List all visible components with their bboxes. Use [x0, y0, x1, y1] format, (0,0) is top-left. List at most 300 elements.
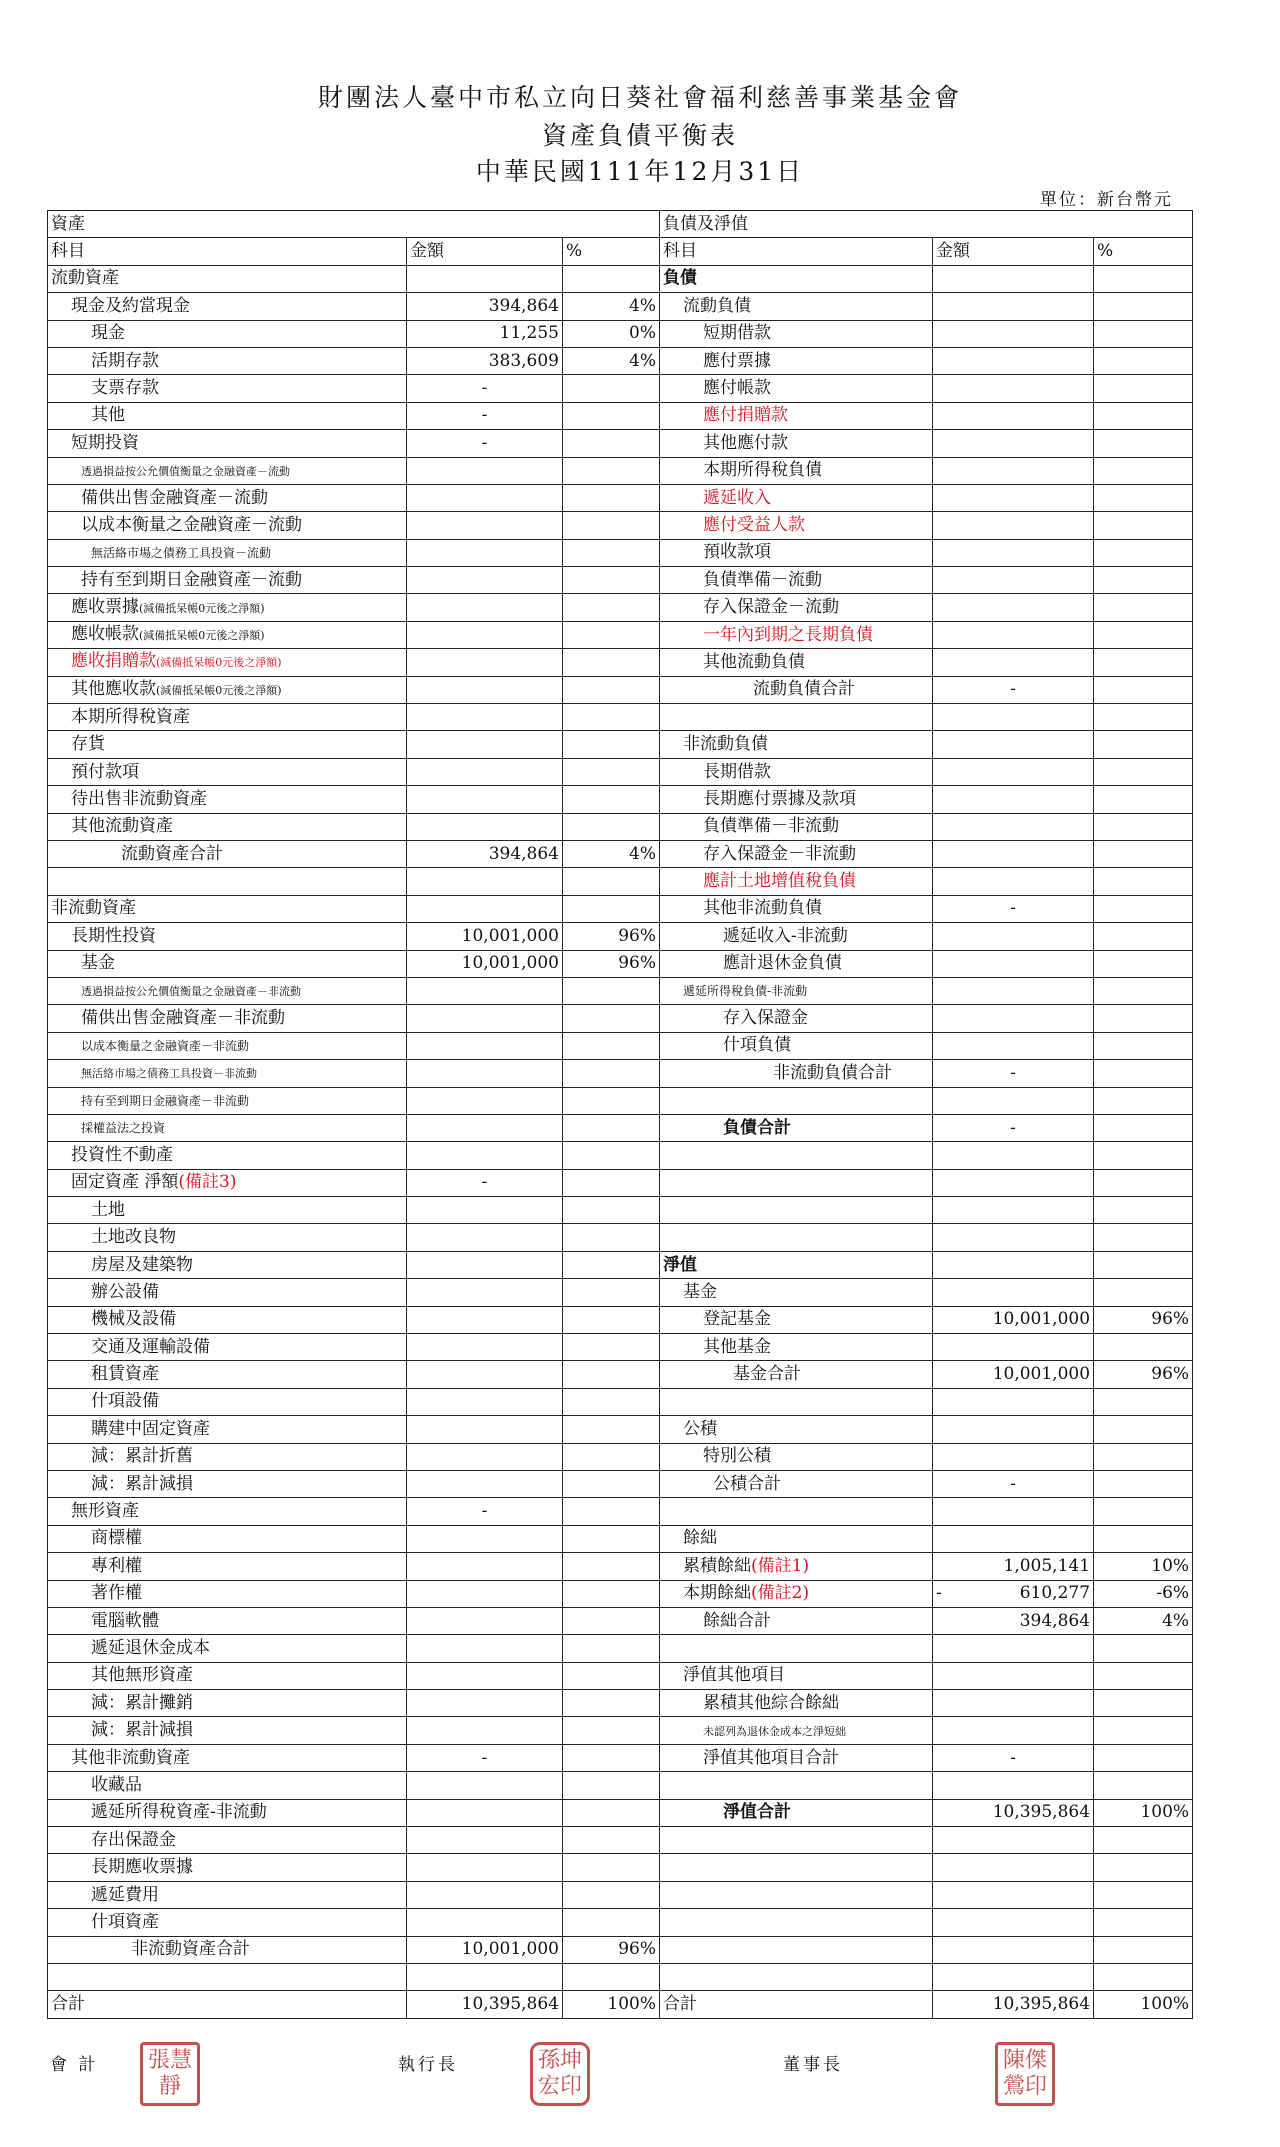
amount-value: 10,001,000	[992, 1364, 1091, 1385]
asset-percent	[563, 1881, 660, 1908]
table-row	[48, 649, 1193, 676]
asset-item-text: 減：累計折舊	[91, 1446, 193, 1467]
asset-item-label	[48, 512, 407, 539]
liab-percent: 4%	[1094, 1607, 1193, 1634]
liab-item-text: 淨值合計	[723, 1802, 792, 1823]
table-row	[48, 293, 1193, 320]
liab-item-text: 基金合計	[733, 1364, 802, 1385]
asset-item-text: 機械及設備	[91, 1309, 176, 1330]
asset-item-label	[48, 923, 407, 950]
liab-item-text: 特別公積	[703, 1446, 772, 1467]
asset-percent	[563, 1964, 660, 1991]
asset-amount	[407, 786, 563, 813]
asset-item-label	[48, 1005, 407, 1032]
liab-item-label	[660, 1114, 933, 1141]
asset-item-text: 備供出售金融資產－流動	[81, 487, 268, 508]
asset-amount	[407, 1306, 563, 1333]
asset-item-label	[48, 1553, 407, 1580]
liab-amount	[933, 1361, 1094, 1388]
liab-item-label	[660, 1361, 933, 1388]
table-row	[48, 1690, 1193, 1717]
liab-item-text: 合計	[663, 1994, 698, 2015]
liab-percent: 100%	[1094, 1799, 1193, 1826]
liab-percent	[1094, 1060, 1193, 1087]
asset-amount	[407, 758, 563, 785]
amount-value: 394,864	[1019, 1610, 1091, 1631]
asset-percent	[563, 1388, 660, 1415]
asset-percent	[563, 1032, 660, 1059]
liab-amount	[933, 1142, 1094, 1169]
asset-item-text: 其他無形資產	[91, 1665, 193, 1686]
liab-amount	[933, 1635, 1094, 1662]
asset-percent	[563, 1854, 660, 1881]
liab-percent	[1094, 1854, 1193, 1881]
liab-amount	[933, 1251, 1094, 1278]
liab-item-label	[660, 539, 933, 566]
asset-item-text: 短期投資	[71, 432, 139, 453]
liab-amount	[933, 676, 1094, 703]
asset-percent	[563, 1306, 660, 1333]
table-row	[48, 347, 1193, 374]
liab-item-label	[660, 1032, 933, 1059]
liab-amount	[933, 1744, 1094, 1771]
asset-percent	[563, 375, 660, 402]
table-row	[48, 1580, 1193, 1607]
asset-percent	[563, 1690, 660, 1717]
asset-percent	[563, 676, 660, 703]
asset-item-label	[48, 1690, 407, 1717]
liab-item-text: 其他基金	[703, 1336, 772, 1357]
liab-item-text: 其他非流動負債	[703, 898, 823, 919]
asset-item-label	[48, 1224, 407, 1251]
liab-percent	[1094, 840, 1193, 867]
liab-percent	[1094, 347, 1193, 374]
asset-amount	[407, 1936, 563, 1963]
asset-item-text: 購建中固定資產	[91, 1418, 210, 1439]
liab-percent: -6%	[1094, 1580, 1193, 1607]
asset-item-label	[48, 1470, 407, 1497]
amount-value: -	[1010, 1473, 1016, 1494]
asset-percent	[563, 1607, 660, 1634]
liab-item-label	[660, 320, 933, 347]
asset-percent	[563, 621, 660, 648]
asset-amount	[407, 1361, 563, 1388]
liab-item-text: 累積餘絀	[683, 1555, 752, 1576]
asset-item-label	[48, 1197, 407, 1224]
asset-item-text: 無形資產	[71, 1501, 139, 1522]
asset-percent	[563, 402, 660, 429]
table-row	[48, 1799, 1193, 1826]
table-row	[48, 621, 1193, 648]
liab-item-label	[660, 1251, 933, 1278]
liab-item-text: 應付受益人款	[703, 514, 806, 535]
asset-item-text: 辦公設備	[91, 1281, 159, 1302]
asset-percent: 100%	[563, 1991, 660, 2018]
asset-percent	[563, 977, 660, 1004]
asset-percent	[563, 1416, 660, 1443]
asset-item-text: 商標權	[91, 1528, 142, 1549]
liab-item-label	[660, 484, 933, 511]
asset-percent	[563, 731, 660, 758]
liab-amount	[933, 539, 1094, 566]
asset-amount	[407, 430, 563, 457]
liab-amount	[933, 1525, 1094, 1552]
accountant-seal: 張慧靜	[140, 2042, 200, 2106]
amount-value: 10,001,000	[461, 1939, 559, 1960]
liab-amount	[933, 347, 1094, 374]
liab-item-label	[660, 1881, 933, 1908]
asset-percent	[563, 567, 660, 594]
liab-percent	[1094, 293, 1193, 320]
liab-item-text: 流動負債	[683, 295, 752, 316]
asset-item-label	[48, 567, 407, 594]
asset-item-text: 流動資產合計	[121, 843, 223, 864]
table-row	[48, 1881, 1193, 1908]
asset-item-label	[48, 1060, 407, 1087]
liab-percent	[1094, 1827, 1193, 1854]
table-row	[48, 1224, 1193, 1251]
table-row	[48, 1470, 1193, 1497]
asset-item-label	[48, 1142, 407, 1169]
asset-amount	[407, 1224, 563, 1251]
liab-amount	[933, 430, 1094, 457]
amount-value: -	[481, 1172, 488, 1193]
table-row	[48, 868, 1193, 895]
asset-percent	[563, 1827, 660, 1854]
table-row	[48, 1498, 1193, 1525]
asset-item-label	[48, 758, 407, 785]
liab-item-label	[660, 1224, 933, 1251]
asset-percent	[563, 1087, 660, 1114]
liab-amount	[933, 977, 1094, 1004]
liab-amount	[933, 1087, 1094, 1114]
asset-percent	[563, 265, 660, 292]
asset-item-label	[48, 649, 407, 676]
liab-amount	[933, 1799, 1094, 1826]
asset-item-text: 合計	[51, 1994, 85, 2015]
liab-amount	[933, 1498, 1094, 1525]
liab-percent	[1094, 1525, 1193, 1552]
liab-percent	[1094, 813, 1193, 840]
asset-item-label	[48, 320, 407, 347]
asset-item-label	[48, 1580, 407, 1607]
asset-amount	[407, 1005, 563, 1032]
asset-item-label	[48, 704, 407, 731]
asset-percent	[563, 1662, 660, 1689]
liab-amount	[933, 1909, 1094, 1936]
asset-item-label	[48, 868, 407, 895]
table-row	[48, 895, 1193, 922]
asset-item-label	[48, 293, 407, 320]
asset-item-text: 遞延所得稅資產-非流動	[91, 1802, 267, 1823]
asset-item-label	[48, 1416, 407, 1443]
table-row	[48, 1169, 1193, 1196]
liab-item-label	[660, 676, 933, 703]
liab-amount	[933, 1662, 1094, 1689]
asset-amount	[407, 457, 563, 484]
asset-item-text: 土地改良物	[91, 1227, 176, 1248]
amount-value: 10,001,000	[461, 925, 559, 946]
asset-percent: 4%	[563, 840, 660, 867]
liab-percent	[1094, 430, 1193, 457]
liab-item-label	[660, 1553, 933, 1580]
liab-item-text: 遞延所得稅負債-非流動	[683, 984, 808, 999]
table-row	[48, 1142, 1193, 1169]
asset-amount	[407, 1799, 563, 1826]
liab-item-label	[660, 1443, 933, 1470]
asset-item-text: 收藏品	[91, 1774, 142, 1795]
asset-item-label	[48, 1991, 407, 2018]
asset-amount	[407, 676, 563, 703]
liab-item-label	[660, 265, 933, 292]
asset-percent	[563, 895, 660, 922]
table-row	[48, 786, 1193, 813]
liab-item-text: 其他流動負債	[703, 651, 806, 672]
table-row	[48, 1251, 1193, 1278]
asset-percent	[563, 1334, 660, 1361]
asset-item-text: 以成本衡量之金融資產－流動	[81, 514, 302, 535]
asset-amount	[407, 1854, 563, 1881]
liab-item-label	[660, 786, 933, 813]
liab-item-label	[660, 594, 933, 621]
col-pct: %	[563, 238, 660, 265]
liab-item-note: (備註1)	[751, 1555, 810, 1576]
asset-amount	[407, 1443, 563, 1470]
asset-amount	[407, 977, 563, 1004]
table-row	[48, 950, 1193, 977]
asset-percent	[563, 1553, 660, 1580]
asset-amount	[407, 1607, 563, 1634]
asset-percent	[563, 1635, 660, 1662]
negative-sign: -	[936, 1583, 942, 1604]
asset-item-text: 遞延費用	[91, 1884, 159, 1905]
asset-item-text: 減：累計攤銷	[91, 1692, 193, 1713]
table-row	[48, 1635, 1193, 1662]
asset-percent	[563, 649, 660, 676]
liab-item-text: 負債準備－流動	[703, 569, 823, 590]
liab-amount	[933, 1580, 1094, 1607]
asset-percent	[563, 786, 660, 813]
liab-item-text: 公積	[683, 1418, 718, 1439]
asset-item-label	[48, 1607, 407, 1634]
liab-item-text: 負債準備－非流動	[703, 816, 840, 837]
assets-header: 資產	[48, 211, 660, 238]
asset-item-text: 本期所得稅資產	[71, 706, 190, 727]
asset-amount	[407, 1881, 563, 1908]
table-row	[48, 375, 1193, 402]
liab-item-text: 應付帳款	[703, 378, 772, 399]
asset-amount	[407, 704, 563, 731]
liab-item-text: 流動負債合計	[753, 679, 856, 700]
asset-amount	[407, 1169, 563, 1196]
liab-item-label	[660, 1087, 933, 1114]
asset-item-text: 以成本衡量之金融資產－非流動	[81, 1038, 250, 1053]
asset-amount	[407, 1991, 563, 2018]
liab-percent	[1094, 1224, 1193, 1251]
asset-item-note: (減備抵呆帳0元後之淨額)	[156, 656, 282, 670]
asset-item-text: 什項資產	[91, 1911, 159, 1932]
liab-item-label	[660, 1197, 933, 1224]
asset-item-text: 租賃資產	[91, 1364, 159, 1385]
asset-item-text: 基金	[81, 953, 115, 974]
asset-item-text: 長期性投資	[71, 925, 156, 946]
table-row	[48, 567, 1193, 594]
asset-percent	[563, 1470, 660, 1497]
liab-amount	[933, 895, 1094, 922]
asset-item-text: 土地	[91, 1199, 125, 1220]
table-row	[48, 320, 1193, 347]
liab-item-label	[660, 1306, 933, 1333]
amount-value: -	[1010, 1747, 1016, 1768]
liab-amount	[933, 621, 1094, 648]
liab-item-label	[660, 293, 933, 320]
liab-item-label	[660, 1662, 933, 1689]
table-row	[48, 1361, 1193, 1388]
asset-amount	[407, 1525, 563, 1552]
liab-item-text: 本期餘絀	[683, 1583, 752, 1604]
table-row	[48, 265, 1193, 292]
asset-percent: 0%	[563, 320, 660, 347]
asset-percent	[563, 1744, 660, 1771]
table-row	[48, 1662, 1193, 1689]
asset-item-label	[48, 594, 407, 621]
liab-item-text: 負債合計	[723, 1117, 792, 1138]
liab-item-label	[660, 977, 933, 1004]
asset-item-label	[48, 1114, 407, 1141]
liab-percent	[1094, 676, 1193, 703]
liab-percent	[1094, 539, 1193, 566]
asset-amount	[407, 1197, 563, 1224]
asset-amount	[407, 320, 563, 347]
table-row	[48, 594, 1193, 621]
liab-percent	[1094, 1881, 1193, 1908]
asset-amount	[407, 375, 563, 402]
asset-item-text: 無活絡市場之債務工具投資－流動	[91, 545, 272, 560]
accountant-label: 會 計	[50, 2055, 99, 2075]
liab-percent	[1094, 402, 1193, 429]
amount-value: 11,255	[499, 323, 559, 344]
liab-percent	[1094, 731, 1193, 758]
liab-amount	[933, 1470, 1094, 1497]
liab-item-note: (備註2)	[751, 1583, 810, 1604]
asset-item-label	[48, 1909, 407, 1936]
asset-item-label	[48, 840, 407, 867]
col-amount: 金額	[407, 238, 563, 265]
liab-item-label	[660, 1060, 933, 1087]
asset-item-label	[48, 1032, 407, 1059]
asset-percent	[563, 1169, 660, 1196]
asset-item-label	[48, 1361, 407, 1388]
asset-amount	[407, 1279, 563, 1306]
asset-item-text: 其他應收款	[71, 678, 156, 699]
asset-item-text: 持有至到期日金融資產－流動	[81, 569, 302, 590]
liab-percent: 100%	[1094, 1991, 1193, 2018]
liab-percent	[1094, 649, 1193, 676]
asset-item-note: (減備抵呆帳0元後之淨額)	[139, 629, 265, 643]
asset-item-label	[48, 1279, 407, 1306]
asset-item-text: 無活絡市場之債務工具投資－非流動	[81, 1067, 257, 1081]
amount-value: -	[481, 432, 488, 453]
liab-item-label	[660, 1936, 933, 1963]
asset-percent	[563, 758, 660, 785]
asset-amount	[407, 567, 563, 594]
liab-percent	[1094, 1498, 1193, 1525]
asset-percent	[563, 1799, 660, 1826]
asset-amount	[407, 1717, 563, 1744]
asset-amount	[407, 1114, 563, 1141]
table-row	[48, 1607, 1193, 1634]
asset-amount	[407, 402, 563, 429]
liab-item-text: 登記基金	[703, 1309, 772, 1330]
asset-item-text: 投資性不動產	[71, 1144, 173, 1165]
amount-value: 383,609	[488, 350, 559, 371]
liab-item-label	[660, 649, 933, 676]
liab-percent	[1094, 1443, 1193, 1470]
table-row	[48, 539, 1193, 566]
liab-amount	[933, 375, 1094, 402]
liab-item-label	[660, 1964, 933, 1991]
asset-amount	[407, 1690, 563, 1717]
asset-percent	[563, 1251, 660, 1278]
asset-amount	[407, 347, 563, 374]
amount-value: -	[1010, 898, 1016, 919]
asset-percent	[563, 1580, 660, 1607]
liab-percent	[1094, 704, 1193, 731]
column-header-row	[48, 238, 1193, 265]
asset-item-text: 其他非流動資產	[71, 1747, 190, 1768]
asset-percent	[563, 813, 660, 840]
asset-item-text: 預付款項	[71, 761, 139, 782]
table-row	[48, 430, 1193, 457]
table-row	[48, 1854, 1193, 1881]
asset-item-text: 非流動資產	[51, 898, 136, 919]
liab-item-text: 存入保證金－非流動	[703, 843, 857, 864]
asset-item-label	[48, 1854, 407, 1881]
report-title: 資產負債平衡表	[541, 121, 738, 150]
liab-amount	[933, 840, 1094, 867]
liab-amount	[933, 1388, 1094, 1415]
liab-item-label	[660, 704, 933, 731]
asset-item-text: 現金及約當現金	[71, 295, 190, 316]
liab-item-text: 長期借款	[703, 761, 772, 782]
liab-item-label	[660, 1498, 933, 1525]
asset-amount	[407, 1553, 563, 1580]
asset-item-text: 其他	[91, 405, 125, 426]
liab-item-label	[660, 512, 933, 539]
table-row	[48, 1032, 1193, 1059]
asset-amount	[407, 649, 563, 676]
liab-percent	[1094, 484, 1193, 511]
liab-item-text: 應付票據	[703, 350, 772, 371]
liab-item-label	[660, 1169, 933, 1196]
table-row	[48, 1553, 1193, 1580]
liab-percent	[1094, 457, 1193, 484]
asset-item-label	[48, 786, 407, 813]
asset-item-note: (減備抵呆帳0元後之淨額)	[139, 601, 265, 615]
asset-amount	[407, 731, 563, 758]
liab-item-label	[660, 1279, 933, 1306]
asset-amount	[407, 895, 563, 922]
asset-percent	[563, 512, 660, 539]
liab-amount	[933, 457, 1094, 484]
asset-amount	[407, 950, 563, 977]
table-row	[48, 1443, 1193, 1470]
asset-item-label	[48, 731, 407, 758]
asset-percent	[563, 539, 660, 566]
liab-percent	[1094, 923, 1193, 950]
asset-item-text: 房屋及建築物	[91, 1254, 193, 1275]
asset-percent	[563, 1498, 660, 1525]
